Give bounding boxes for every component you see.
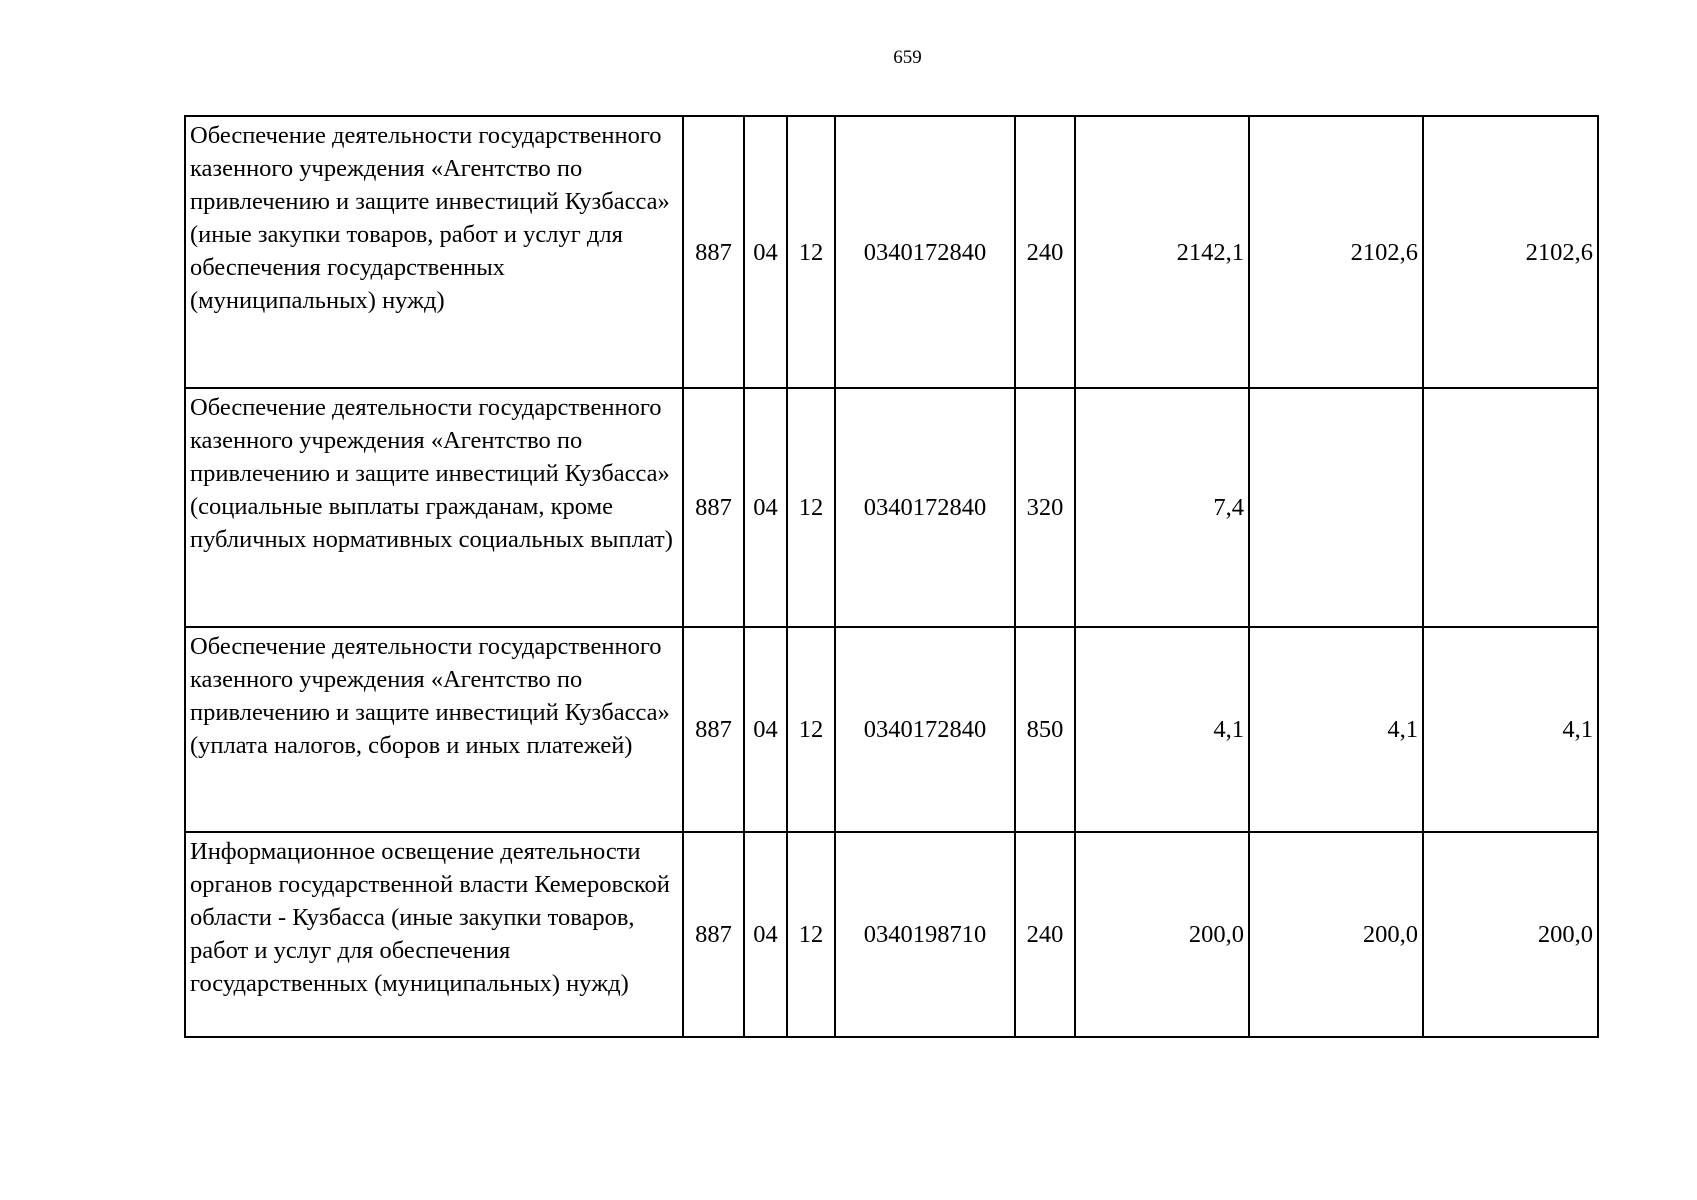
table-row: [185, 627, 1598, 832]
row-name-cell: Обеспечение деятельности государственного казенного учреждения «Агентство по привлечению и защите инвестиций Кузбасса» (социальные выплаты гражданам, кроме публичных нормативных социальных выплат): [185, 388, 683, 627]
budget-table: [184, 115, 1599, 1038]
subsection-code-cell: 12: [787, 116, 835, 388]
amount-2-cell: [1249, 388, 1423, 627]
row-name-cell: Обеспечение деятельности государственного казенного учреждения «Агентство по привлечению и защите инвестиций Кузбасса» (иные закупки товаров, работ и услуг для обеспечения государственных (муниципальных) нужд): [185, 116, 683, 388]
amount-1-cell: 2142,1: [1075, 116, 1249, 388]
expense-type-cell: 850: [1015, 627, 1075, 832]
expense-type-cell: 240: [1015, 832, 1075, 1037]
table-row: [185, 388, 1598, 627]
row-name-cell: Информационное освещение деятельности органов государственной власти Кемеровской области - Кузбасса (иные закупки товаров, работ и услуг для обеспечения государственных (муниципальных) нужд): [185, 832, 683, 1037]
amount-2-cell: 200,0: [1249, 832, 1423, 1037]
section-code-cell: 04: [744, 388, 787, 627]
table-row: [185, 116, 1598, 388]
expense-type-cell: 240: [1015, 116, 1075, 388]
target-article-cell: 0340172840: [835, 627, 1015, 832]
page-number: 659: [893, 47, 922, 68]
amount-3-cell: [1423, 388, 1598, 627]
amount-2-cell: 4,1: [1249, 627, 1423, 832]
table-row: [185, 832, 1598, 1037]
ministry-code-cell: 887: [683, 116, 744, 388]
ministry-code-cell: 887: [683, 627, 744, 832]
subsection-code-cell: 12: [787, 388, 835, 627]
expense-type-cell: 320: [1015, 388, 1075, 627]
target-article-cell: 0340198710: [835, 832, 1015, 1037]
subsection-code-cell: 12: [787, 832, 835, 1037]
amount-1-cell: 7,4: [1075, 388, 1249, 627]
ministry-code-cell: 887: [683, 388, 744, 627]
subsection-code-cell: 12: [787, 627, 835, 832]
target-article-cell: 0340172840: [835, 116, 1015, 388]
ministry-code-cell: 887: [683, 832, 744, 1037]
section-code-cell: 04: [744, 627, 787, 832]
row-name-cell: Обеспечение деятельности государственного казенного учреждения «Агентство по привлечению и защите инвестиций Кузбасса» (уплата налогов, сборов и иных платежей): [185, 627, 683, 832]
amount-3-cell: 4,1: [1423, 627, 1598, 832]
amount-3-cell: 200,0: [1423, 832, 1598, 1037]
target-article-cell: 0340172840: [835, 388, 1015, 627]
amount-3-cell: 2102,6: [1423, 116, 1598, 388]
section-code-cell: 04: [744, 832, 787, 1037]
amount-1-cell: 200,0: [1075, 832, 1249, 1037]
amount-2-cell: 2102,6: [1249, 116, 1423, 388]
amount-1-cell: 4,1: [1075, 627, 1249, 832]
section-code-cell: 04: [744, 116, 787, 388]
